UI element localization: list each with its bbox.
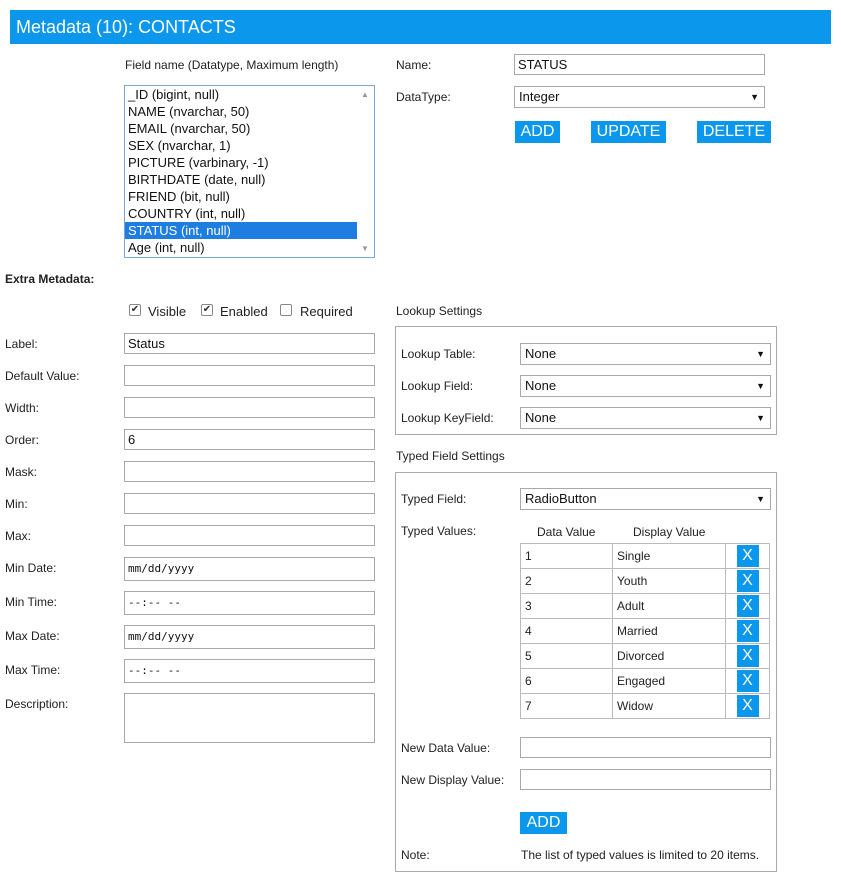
table-row <box>521 619 770 644</box>
min-date-input[interactable]: mm/dd/yyyy <box>124 557 375 581</box>
max-time-input[interactable]: --:-- -- <box>124 659 375 683</box>
visible-checkbox[interactable]: ✔ <box>130 304 140 315</box>
delete-row-button[interactable]: X <box>737 670 759 692</box>
field-list-item[interactable]: COUNTRY (int, null) <box>128 206 246 221</box>
delete-row-button[interactable]: X <box>737 570 759 592</box>
width-label: Width: <box>5 401 40 415</box>
data-value-cell: 3 <box>521 594 613 619</box>
chevron-down-icon: ▼ <box>756 494 765 504</box>
datatype-value: Integer <box>519 89 560 104</box>
update-field-button[interactable]: UPDATE <box>591 121 666 143</box>
max-label: Max: <box>5 529 32 543</box>
required-label: Required <box>300 304 353 319</box>
lookup-table-label: Lookup Table: <box>401 347 476 361</box>
chevron-down-icon: ▼ <box>756 349 765 359</box>
name-label: Name: <box>396 58 432 72</box>
data-value-cell: 6 <box>521 669 613 694</box>
field-list-item[interactable]: PICTURE (varbinary, -1) <box>128 155 269 170</box>
delete-row-button[interactable]: X <box>737 545 759 567</box>
min-input[interactable] <box>124 493 375 514</box>
chevron-down-icon: ▼ <box>756 413 765 423</box>
field-list-item[interactable]: NAME (nvarchar, 50) <box>128 104 250 119</box>
display-value-cell: Youth <box>613 569 726 594</box>
table-row <box>521 594 770 619</box>
max-input[interactable] <box>124 525 375 546</box>
lookup-table-value: None <box>525 346 557 361</box>
field-list-item[interactable]: Age (int, null) <box>128 240 205 255</box>
description-textarea[interactable] <box>124 693 375 743</box>
column-header-data-value: Data Value <box>537 525 596 539</box>
field-listbox[interactable] <box>124 85 375 258</box>
delete-cell <box>726 694 770 719</box>
add-field-button[interactable]: ADD <box>515 121 560 143</box>
field-list-item[interactable]: SEX (nvarchar, 1) <box>128 138 231 153</box>
delete-field-button[interactable]: DELETE <box>697 121 771 143</box>
delete-cell <box>726 644 770 669</box>
typed-field-label: Typed Field: <box>401 492 467 506</box>
typed-values-label: Typed Values: <box>401 524 477 538</box>
chevron-down-icon: ▼ <box>750 92 759 102</box>
lookup-table-select[interactable] <box>520 343 771 365</box>
default-value-input[interactable] <box>124 365 375 386</box>
display-value-cell: Single <box>613 544 726 569</box>
min-time-label: Min Time: <box>5 595 58 609</box>
lookup-field-value: None <box>525 378 557 393</box>
table-row <box>521 544 770 569</box>
add-typed-value-button[interactable]: ADD <box>520 812 567 834</box>
delete-row-button[interactable]: X <box>737 595 759 617</box>
min-time-input[interactable]: --:-- -- <box>124 591 375 615</box>
field-list-item[interactable]: EMAIL (nvarchar, 50) <box>128 121 251 136</box>
listbox-scrollbar[interactable] <box>357 86 374 257</box>
required-checkbox[interactable] <box>280 304 292 316</box>
enabled-label: Enabled <box>220 304 268 319</box>
label-field-label: Label: <box>5 337 38 351</box>
width-input[interactable] <box>124 397 375 418</box>
lookup-keyfield-select[interactable] <box>520 407 771 429</box>
lookup-field-select[interactable] <box>520 375 771 397</box>
display-value-cell: Engaged <box>613 669 726 694</box>
display-value-cell: Divorced <box>613 644 726 669</box>
data-value-cell: 5 <box>521 644 613 669</box>
chevron-down-icon: ▼ <box>756 381 765 391</box>
data-value-cell: 7 <box>521 694 613 719</box>
lookup-field-label: Lookup Field: <box>401 379 474 393</box>
scroll-down-icon[interactable]: ▼ <box>361 244 369 253</box>
display-value-cell: Married <box>613 619 726 644</box>
typed-field-value: RadioButton <box>525 491 597 506</box>
delete-row-button[interactable]: X <box>737 645 759 667</box>
default-value-label: Default Value: <box>5 369 80 383</box>
delete-cell <box>726 619 770 644</box>
lookup-keyfield-label: Lookup KeyField: <box>401 411 494 425</box>
visible-label: Visible <box>148 304 187 319</box>
delete-cell <box>726 544 770 569</box>
data-value-cell: 2 <box>521 569 613 594</box>
new-data-value-label: New Data Value: <box>401 741 491 755</box>
order-input[interactable]: 6 <box>124 429 375 450</box>
new-data-value-input[interactable] <box>520 737 771 758</box>
datatype-select[interactable] <box>514 86 765 108</box>
typed-field-settings-title: Typed Field Settings <box>396 449 505 463</box>
lookup-keyfield-value: None <box>525 410 557 425</box>
min-date-label: Min Date: <box>5 561 57 575</box>
delete-row-button[interactable]: X <box>737 695 759 717</box>
label-input[interactable]: Status <box>124 333 375 354</box>
data-value-cell: 1 <box>521 544 613 569</box>
mask-input[interactable] <box>124 461 375 482</box>
field-list-item[interactable]: _ID (bigint, null) <box>128 87 220 102</box>
max-time-label: Max Time: <box>5 663 61 677</box>
note-text: The list of typed values is limited to 20 items. <box>521 848 760 862</box>
lookup-settings-title: Lookup Settings <box>396 304 483 318</box>
table-row <box>521 669 770 694</box>
new-display-value-label: New Display Value: <box>401 773 505 787</box>
data-value-cell: 4 <box>521 619 613 644</box>
scroll-up-icon[interactable]: ▲ <box>361 90 369 99</box>
column-header-display-value: Display Value <box>633 525 706 539</box>
enabled-checkbox[interactable]: ✔ <box>202 304 212 315</box>
typed-values-table <box>520 543 770 719</box>
display-value-cell: Widow <box>613 694 726 719</box>
mask-label: Mask: <box>5 465 38 479</box>
page-title: Metadata (10): CONTACTS <box>10 10 831 44</box>
display-value-cell: Adult <box>613 594 726 619</box>
table-row <box>521 569 770 594</box>
order-label: Order: <box>5 433 40 447</box>
delete-cell <box>726 594 770 619</box>
field-list-item[interactable]: FRIEND (bit, null) <box>128 189 230 204</box>
max-date-input[interactable]: mm/dd/yyyy <box>124 625 375 649</box>
table-row <box>521 694 770 719</box>
max-date-label: Max Date: <box>5 629 60 643</box>
new-display-value-input[interactable] <box>520 769 771 790</box>
delete-cell <box>726 569 770 594</box>
extra-metadata-title: Extra Metadata: <box>5 272 95 286</box>
note-label: Note: <box>401 848 430 862</box>
delete-cell <box>726 669 770 694</box>
typed-field-select[interactable] <box>520 488 771 510</box>
field-list-caption: Field name (Datatype, Maximum length) <box>125 58 339 72</box>
delete-row-button[interactable]: X <box>737 620 759 642</box>
field-list-item[interactable]: BIRTHDATE (date, null) <box>128 172 266 187</box>
min-label: Min: <box>5 497 28 511</box>
field-list-item[interactable]: STATUS (int, null) <box>125 222 374 239</box>
table-row <box>521 644 770 669</box>
datatype-label: DataType: <box>396 90 451 104</box>
description-label: Description: <box>5 697 69 711</box>
name-input[interactable]: STATUS <box>514 54 765 75</box>
